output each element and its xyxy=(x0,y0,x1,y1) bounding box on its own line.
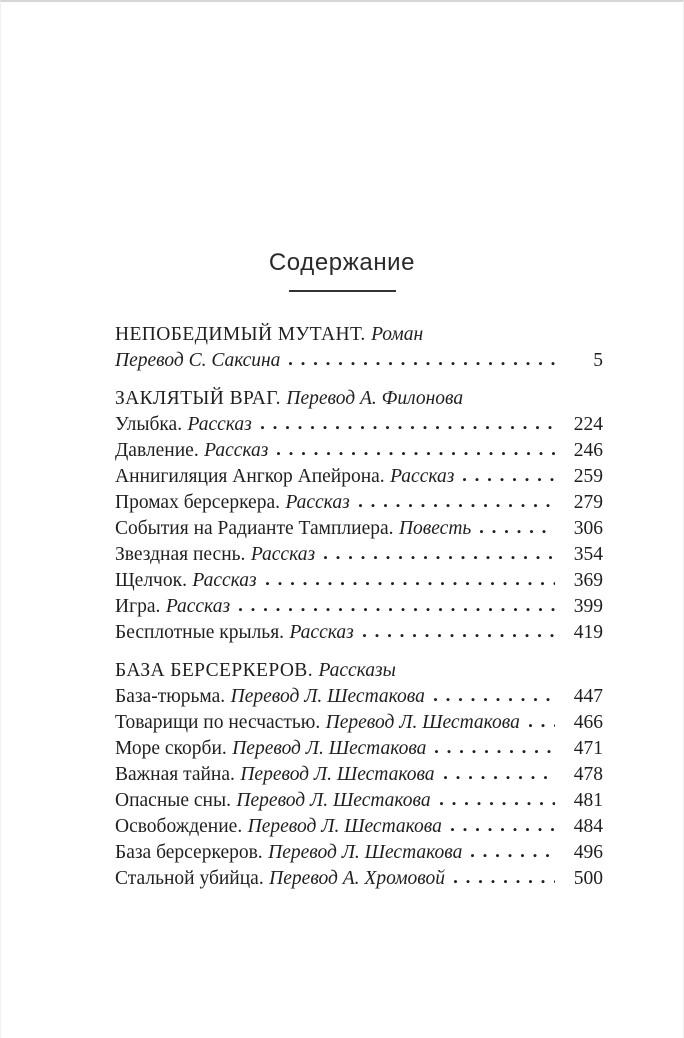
entry-title: База-тюрьма. xyxy=(115,686,226,707)
dot-leader xyxy=(261,425,555,430)
entry-genre-or-translator: Рассказ xyxy=(165,596,231,617)
entry-title: Освобождение. xyxy=(115,816,243,837)
toc-entry xyxy=(115,814,603,840)
toc-entry xyxy=(115,620,603,646)
page-number: 419 xyxy=(573,622,603,643)
dot-leader xyxy=(363,633,555,638)
dot-leader xyxy=(289,361,555,366)
section-heading xyxy=(115,658,603,684)
toc-section xyxy=(115,658,603,892)
entry-title: Опасные сны. xyxy=(115,790,231,811)
toc-section xyxy=(115,322,603,374)
dot-leader xyxy=(463,477,555,482)
table-of-contents xyxy=(115,322,603,892)
toc-entry xyxy=(115,788,603,814)
dot-leader xyxy=(266,581,555,586)
toc-entry xyxy=(115,684,603,710)
toc-entry xyxy=(115,568,603,594)
entry-genre-or-translator: Рассказ xyxy=(204,440,269,461)
entry-title: Товарищи по несчастью. xyxy=(115,712,321,733)
toc-entry xyxy=(115,438,603,464)
page-number: 484 xyxy=(573,816,603,837)
entry-title: Бесплотные крылья. xyxy=(115,622,285,643)
toc-entry xyxy=(115,464,603,490)
page-number: 369 xyxy=(573,570,603,591)
dot-leader xyxy=(435,749,555,754)
entry-title: Аннигиляция Ангкор Апейрона. xyxy=(115,466,385,487)
entry-title: Игра. xyxy=(115,596,161,617)
toc-entry xyxy=(115,412,603,438)
page-number: 466 xyxy=(573,712,603,733)
entry-genre-or-translator: Рассказ xyxy=(250,544,316,565)
entry-title: Звездная песнь. xyxy=(115,544,246,565)
page-number: 471 xyxy=(573,738,603,759)
toc-entry xyxy=(115,736,603,762)
page-number: 481 xyxy=(573,790,603,811)
entry-title: Улыбка. xyxy=(115,414,183,435)
dot-leader xyxy=(359,503,555,508)
entry-genre-or-translator: Перевод Л. Шестакова xyxy=(325,712,520,733)
section-subtitle: Роман xyxy=(371,324,424,345)
entry-title: События на Радианте Тамплиера. xyxy=(115,518,394,539)
toc-entry xyxy=(115,490,603,516)
entry-genre-or-translator: Перевод Л. Шестакова xyxy=(232,738,427,759)
page-number: 5 xyxy=(593,350,603,371)
entry-title: Щелчок. xyxy=(115,570,187,591)
section-title: БАЗА БЕРСЕРКЕРОВ. xyxy=(115,660,313,681)
page-number: 447 xyxy=(573,686,603,707)
dot-leader xyxy=(480,529,555,534)
dot-leader xyxy=(444,775,555,780)
dot-leader xyxy=(440,801,555,806)
section-subtitle: Перевод А. Филонова xyxy=(286,388,464,409)
entry-title: Море скорби. xyxy=(115,738,227,759)
page-number: 354 xyxy=(573,544,603,565)
entry-title: Важная тайна. xyxy=(115,764,235,785)
entry-genre-or-translator: Перевод Л. Шестакова xyxy=(240,764,435,785)
page-number: 399 xyxy=(573,596,603,617)
page-number: 279 xyxy=(573,492,603,513)
entry-genre-or-translator: Перевод А. Хромовой xyxy=(269,868,445,889)
dot-leader xyxy=(277,451,555,456)
section-title: НЕПОБЕДИМЫЙ МУТАНТ. xyxy=(115,324,366,345)
page-number: 259 xyxy=(573,466,603,487)
title-divider xyxy=(289,290,396,292)
toc-entry xyxy=(115,710,603,736)
entry-title: Промах берсеркера. xyxy=(115,492,280,513)
entry-genre-or-translator: Перевод С. Саксина xyxy=(115,350,281,371)
toc-entry xyxy=(115,594,603,620)
section-heading xyxy=(115,386,603,412)
toc-entry xyxy=(115,840,603,866)
entry-genre-or-translator: Перевод Л. Шестакова xyxy=(268,842,463,863)
page-title: Содержание xyxy=(268,249,416,276)
entry-genre-or-translator: Рассказ xyxy=(187,414,252,435)
entry-genre-or-translator: Рассказ xyxy=(192,570,257,591)
entry-genre-or-translator: Рассказ xyxy=(285,492,350,513)
entry-genre-or-translator: Перевод Л. Шестакова xyxy=(247,816,442,837)
entry-title: Стальной убийца. xyxy=(115,868,264,889)
page-number: 500 xyxy=(573,868,603,889)
toc-entry xyxy=(115,866,603,892)
page-number: 246 xyxy=(573,440,603,461)
dot-leader xyxy=(529,723,555,728)
dot-leader xyxy=(324,555,555,560)
dot-leader xyxy=(434,697,555,702)
entry-title: Давление. xyxy=(115,440,199,461)
section-heading xyxy=(115,322,603,348)
entry-genre-or-translator: Перевод Л. Шестакова xyxy=(236,790,431,811)
entry-genre-or-translator: Перевод Л. Шестакова xyxy=(230,686,425,707)
dot-leader xyxy=(471,853,555,858)
dot-leader xyxy=(454,879,555,884)
entry-genre-or-translator: Повесть xyxy=(398,518,472,539)
section-title: ЗАКЛЯТЫЙ ВРАГ. xyxy=(115,388,281,409)
entry-title: База берсеркеров. xyxy=(115,842,263,863)
toc-entry xyxy=(115,762,603,788)
dot-leader xyxy=(451,827,555,832)
toc-entry xyxy=(115,542,603,568)
page-number: 496 xyxy=(573,842,603,863)
dot-leader xyxy=(239,607,555,612)
toc-section xyxy=(115,386,603,646)
page-number: 224 xyxy=(573,414,603,435)
toc-entry xyxy=(115,348,603,374)
page-number: 306 xyxy=(573,518,603,539)
entry-genre-or-translator: Рассказ xyxy=(390,466,455,487)
entry-genre-or-translator: Рассказ xyxy=(289,622,354,643)
toc-entry xyxy=(115,516,603,542)
page-number: 478 xyxy=(573,764,603,785)
section-subtitle: Рассказы xyxy=(318,660,396,681)
